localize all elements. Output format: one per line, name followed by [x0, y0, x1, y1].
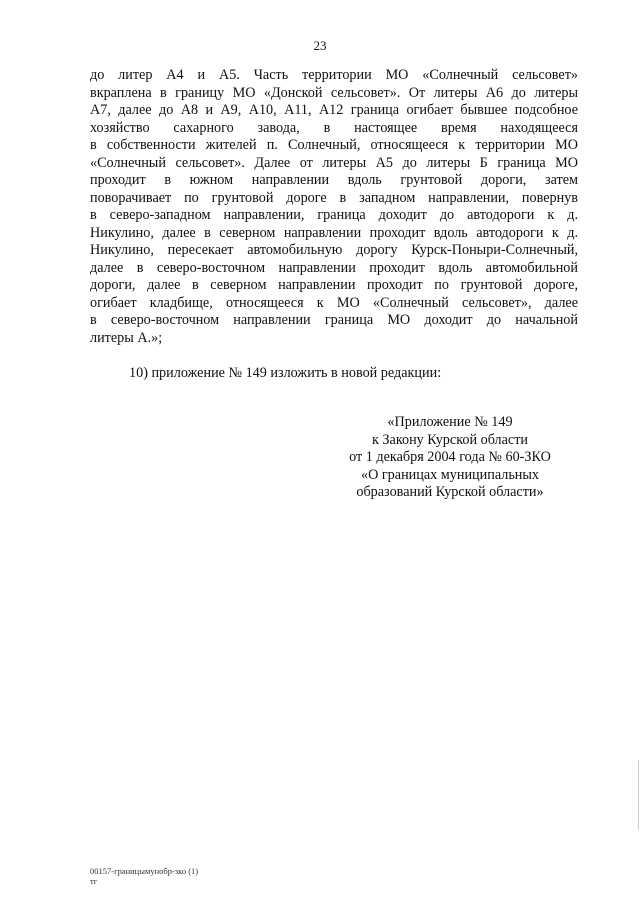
body-line: далее в северо-восточном направлении проходит вдоль автомобильной [90, 259, 578, 276]
page-number: 23 [313, 38, 327, 53]
body-line: в собственности жителей п. Солнечный, относящееся к территории МО [90, 137, 578, 153]
body-line: вкраплена в границу МО «Донской сельсовет». От литеры А6 до литеры [90, 84, 578, 101]
body-line: в северо-восточном направлении граница МО доходит до начальной [90, 312, 578, 328]
appendix-header-line: «Приложение № 149 [387, 414, 513, 430]
footer [90, 866, 198, 886]
footer-initials: тг [90, 876, 98, 886]
body-line: в северо-западном направлении, граница доходит до автодороги к д. [90, 207, 578, 223]
body-line: Никулино, пересекает автомобильную дорогу Курск-Поныри-Солнечный, [90, 242, 578, 258]
body-line: литеры А.»; [90, 329, 163, 346]
scan-edge-mark [638, 760, 639, 830]
body-line: огибает кладбище, относящееся к МО «Солнечный сельсовет», далее [90, 294, 578, 311]
body-line: хозяйство сахарного завода, в настоящее время находящееся [90, 119, 578, 136]
body-line: «Солнечный сельсовет». Далее от литеры А5 до литеры Б граница МО [90, 154, 578, 171]
footer-file-ref: 00157-границымунобр-зко (1) [90, 866, 199, 876]
body-text [90, 67, 578, 347]
appendix-header-line: от 1 декабря 2004 года № 60-ЗКО [349, 449, 551, 465]
body-line: Никулино, далее в северном направлении проходит вдоль автодороги к д. [90, 224, 578, 241]
body-line: проходит в южном направлении вдоль грунтовой дороги, затем [90, 172, 578, 188]
appendix-header [320, 414, 580, 502]
appendix-header-line: к Закону Курской области [371, 431, 529, 448]
body-line: А7, далее до А8 и А9, А10, А11, А12 граница огибает бывшее подсобное [90, 102, 578, 118]
appendix-header-line: образований Курской области» [356, 484, 544, 500]
body-line: дороги, далее в северном направлении проходит по грунтовой дороге, [90, 277, 578, 293]
body-line: поворачивает по грунтовой дороге в западном направлении, повернув [90, 189, 578, 206]
body-line: до литер А4 и А5. Часть территории МО «Солнечный сельсовет» [90, 67, 578, 83]
amendment-item: 10) приложение № 149 изложить в новой редакции: [129, 365, 442, 381]
appendix-header-line: «О границах муниципальных [360, 466, 540, 483]
